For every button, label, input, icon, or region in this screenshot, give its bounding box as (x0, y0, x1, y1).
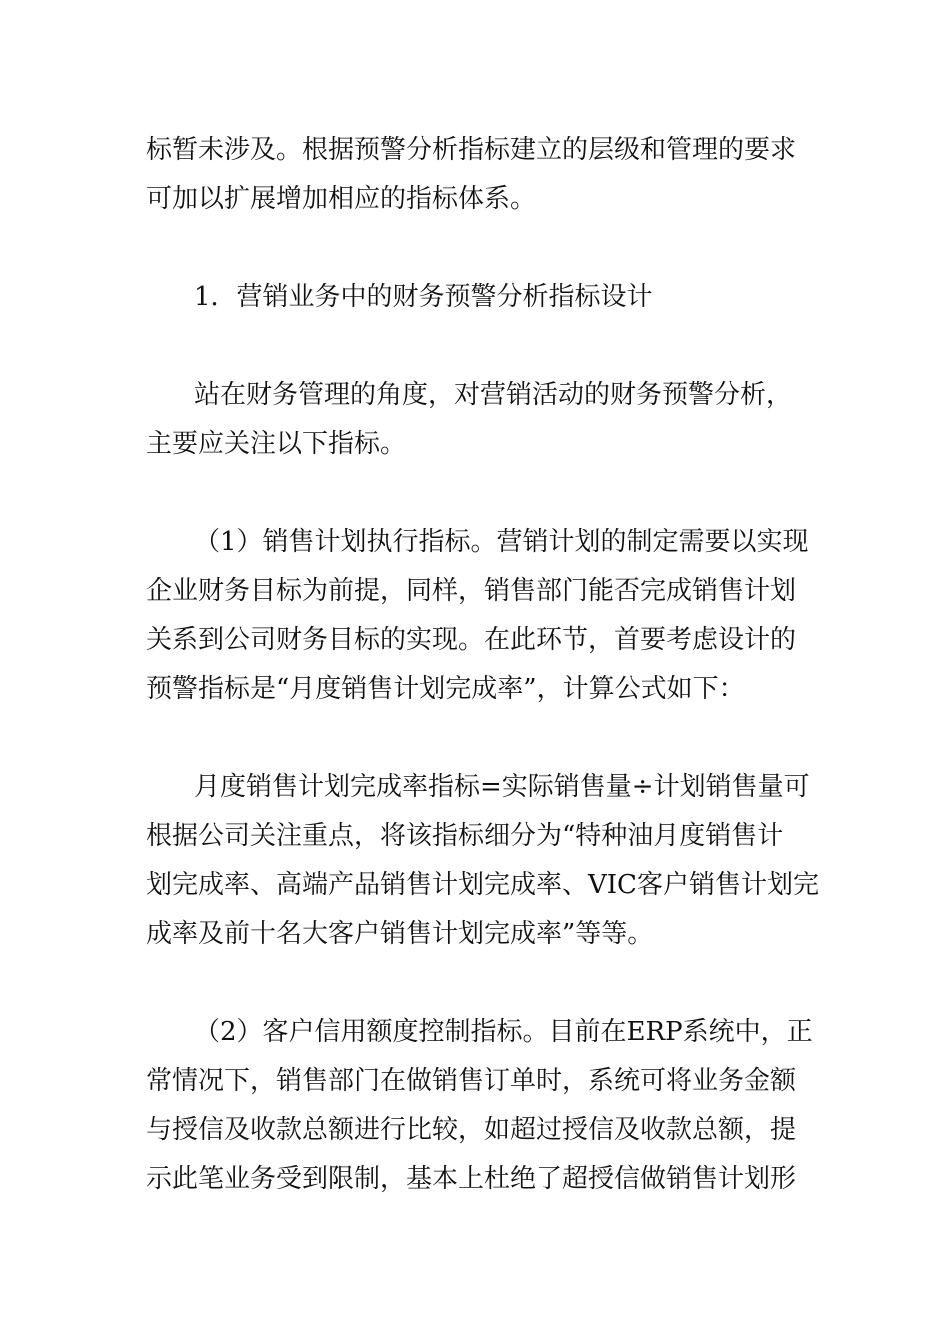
paragraph-perspective (146, 371, 810, 469)
text-line: （2）客户信用额度控制指标。目前在ERP系统中，正 (194, 1017, 813, 1047)
text-line: 划完成率、高端产品销售计划完成率、VIC客户销售计划完 (146, 870, 819, 900)
paragraph-sales-plan (146, 518, 810, 714)
paragraph-gap (146, 714, 810, 763)
text-line: 月度销售计划完成率指标=实际销售量÷计划销售量可 (194, 772, 810, 802)
paragraph-formula (146, 763, 819, 959)
text-line: 站在财务管理的角度，对营销活动的财务预警分析， (194, 380, 793, 410)
paragraph-credit-control (146, 1008, 813, 1204)
section-heading (146, 273, 810, 322)
paragraph-gap (146, 224, 810, 273)
text-line: 示此笔业务受到限制，基本上杜绝了超授信做销售计划形 (146, 1164, 797, 1194)
heading-line: 1．营销业务中的财务预警分析指标设计 (194, 282, 653, 312)
text-line: 可加以扩展增加相应的指标体系。 (146, 184, 537, 214)
text-line: 预警指标是“月度销售计划完成率”，计算公式如下： (146, 674, 745, 704)
text-line: 成率及前十名大客户销售计划完成率”等等。 (146, 919, 654, 949)
paragraph-gap (146, 959, 810, 1008)
text-line: 根据公司关注重点，将该指标细分为“特种油月度销售计 (146, 821, 784, 851)
text-line: 与授信及收款总额进行比较，如超过授信及收款总额，提 (146, 1115, 797, 1145)
text-line: 关系到公司财务目标的实现。在此环节，首要考虑设计的 (146, 625, 797, 655)
paragraph-intro (146, 126, 810, 224)
text-line: 主要应关注以下指标。 (146, 429, 407, 459)
text-line: 企业财务目标为前提，同样，销售部门能否完成销售计划 (146, 576, 797, 606)
text-line: 常情况下，销售部门在做销售订单时，系统可将业务金额 (146, 1066, 797, 1096)
paragraph-gap (146, 469, 810, 518)
paragraph-gap (146, 322, 810, 371)
text-line: （1）销售计划执行指标。营销计划的制定需要以实现 (194, 527, 809, 557)
text-line: 标暂未涉及。根据预警分析指标建立的层级和管理的要求 (146, 135, 797, 165)
document-page (146, 126, 819, 1204)
